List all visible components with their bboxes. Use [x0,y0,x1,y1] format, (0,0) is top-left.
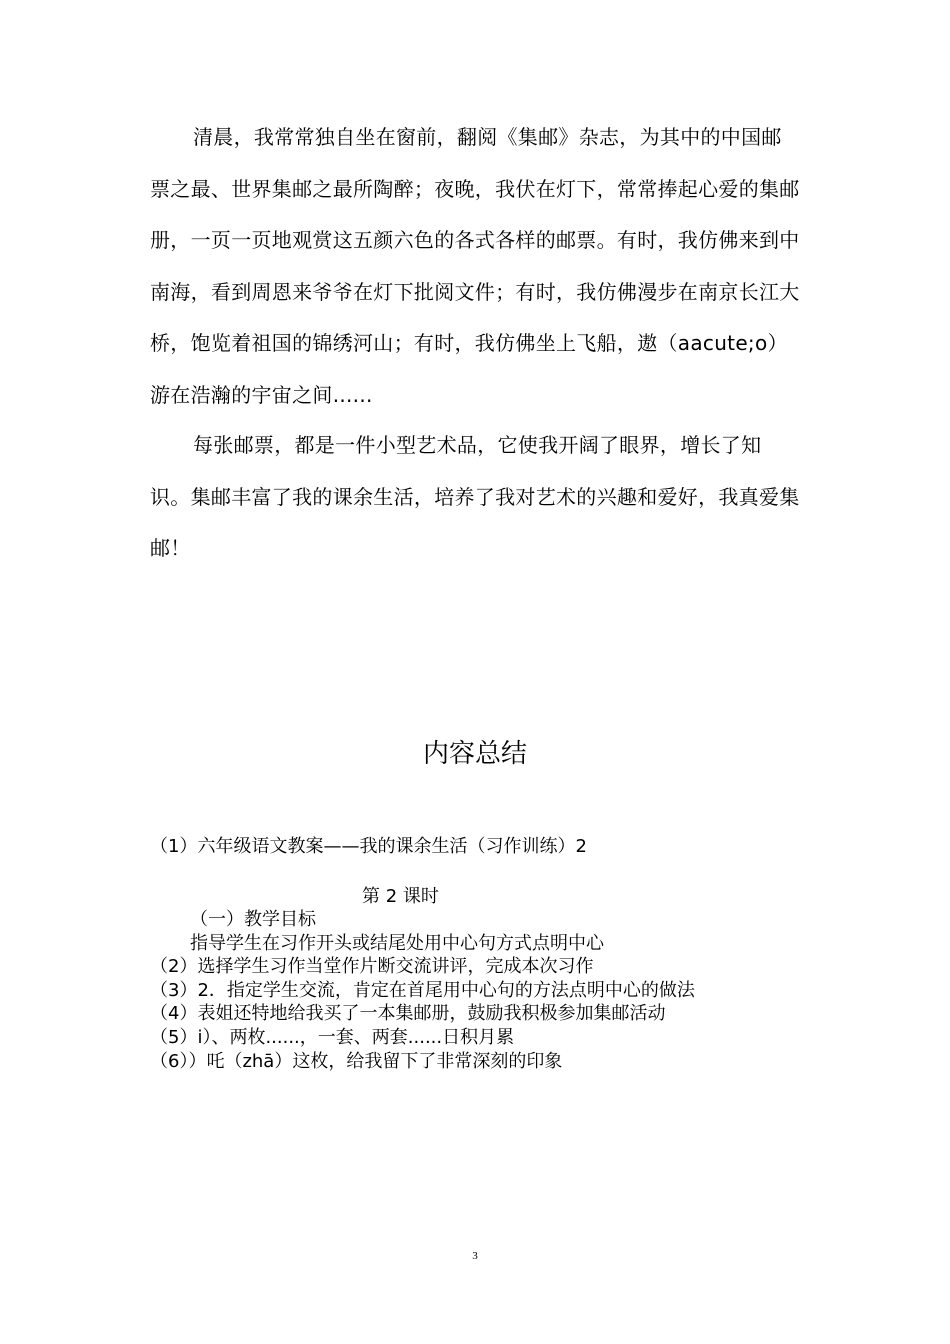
summary-line-6: （3）2．指定学生交流，肯定在首尾用中心句的方法点明中心的做法 [150,980,695,1001]
summary-line-5: （2）选择学生习作当堂作片断交流讲评，完成本次习作 [150,956,594,977]
summary-line-1: （1）六年级语文教案——我的课余生活（习作训练）2 [150,836,587,857]
summary-line-2: 第 2 课时 [362,886,439,907]
summary-line-9: （6））吒（zhā）这枚，给我留下了非常深刻的印象 [150,1051,563,1072]
summary-heading: 内容总结 [422,739,527,769]
body-paragraph-2: 每张邮票，都是一件小型艺术品，它使我开阔了眼界，增长了知识。集邮丰富了我的课余生活，培养了我对艺术的兴趣和爱好，我真爱集邮！ [150,433,800,560]
page-number: 3 [472,1250,478,1262]
summary-line-8: （5）i）、两枚......，一套、两套......日积月累 [150,1027,515,1048]
body-paragraph-1: 清晨，我常常独自坐在窗前，翻阅《集邮》杂志，为其中的中国邮票之最、世界集邮之最所陶醉；夜晚，我伏在灯下，常常捧起心爱的集邮册，一页一页地观赏这五颜六色的各式各样的邮票。有时，我仿佛来到中南海，看到周恩来爷爷在灯下批阅文件；有时，我仿佛漫步在南京长江大桥，饱览着祖国的锦绣河山；有时，我仿佛坐上飞船，遨（aacute;o）游在浩瀚的宇宙之间...... [150,125,800,407]
summary-line-4: 指导学生在习作开头或结尾处用中心句方式点明中心 [190,933,604,954]
summary-line-3: （一）教学目标 [190,909,316,930]
summary-line-7: （4）表姐还特地给我买了一本集邮册，鼓励我积极参加集邮活动 [150,1003,666,1024]
